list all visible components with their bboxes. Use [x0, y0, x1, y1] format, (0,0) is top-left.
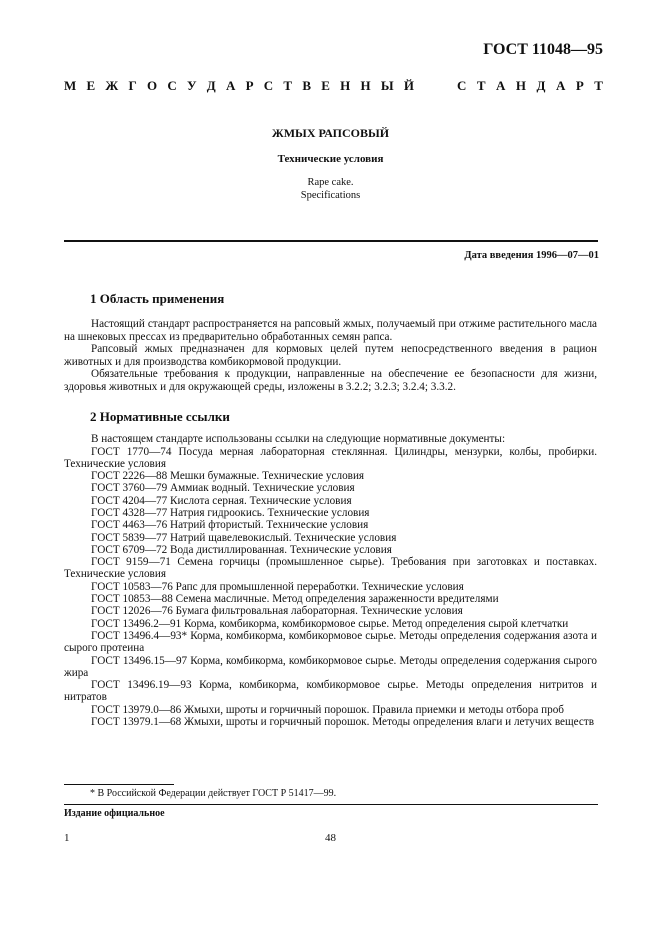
page-number: 48: [325, 832, 336, 844]
banner-letter: Й: [403, 78, 414, 93]
banner-letter: Р: [575, 78, 584, 93]
reference-item: ГОСТ 4204—77 Кислота серная. Технические условия: [91, 494, 352, 507]
banner-letter: У: [187, 78, 197, 93]
reference-item: ГОСТ 3760—79 Аммиак водный. Технические условия: [91, 482, 355, 495]
english-title-line1: Rape cake.: [307, 177, 354, 188]
section-2-heading: 2 Нормативные ссылки: [90, 409, 230, 424]
reference-item: ГОСТ 5839—77 Натрий щавелевокислый. Технические условия: [91, 531, 397, 544]
reference-item: ГОСТ 9159—71 Семена горчицы (промышленное сырье). Требования при заготовках и поставках. Технические условия: [64, 556, 597, 581]
left-number: 1: [64, 832, 70, 844]
banner-letter: Д: [206, 78, 216, 93]
banner-letter: Д: [536, 78, 546, 93]
reference-item: ГОСТ 13496.19—93 Корма, комбикорма, комбикормовое сырье. Методы определения нитритов и нитратов: [64, 679, 597, 704]
standard-banner-word1: [64, 78, 414, 94]
banner-letter: С: [457, 78, 467, 93]
section-1-heading: 1 Область применения: [90, 291, 225, 306]
section-1-paragraph: Настоящий стандарт распространяется на рапсовый жмых, получаемый при отжиме растительного масла на шнековых прессах из предварительно обработанных семян рапса.: [64, 318, 597, 343]
reference-item: ГОСТ 13496.15—97 Корма, комбикорма, комбикормовое сырье. Методы определения содержания сырого жира: [64, 654, 597, 679]
references-intro: В настоящем стандарте использованы ссылки на следующие нормативные документы:: [91, 433, 506, 445]
banner-letter: Т: [283, 78, 293, 93]
reference-item: ГОСТ 13979.0—86 Жмыхи, шроты и горчичный порошок. Правила приемки и методы отбора проб: [91, 703, 564, 716]
document-title: ЖМЫХ РАПСОВЫЙ: [271, 126, 390, 140]
reference-item: ГОСТ 2226—88 Мешки бумажные. Технические условия: [91, 470, 365, 483]
introduction-date: Дата введения 1996—07—01: [464, 250, 599, 261]
reference-item: ГОСТ 4463—76 Натрий фтористый. Технические условия: [91, 519, 369, 532]
reference-item: ГОСТ 12026—76 Бумага фильтровальная лабораторная. Технические условия: [91, 605, 463, 618]
title-divider: [64, 240, 598, 242]
reference-item: ГОСТ 1770—74 Посуда мерная лабораторная стеклянная. Цилиндры, мензурки, колбы, пробирки. Технические условия: [64, 445, 597, 470]
reference-item: ГОСТ 13496.2—91 Корма, комбикорма, комбикормовое сырье. Метод определения сырой клетчатки: [91, 617, 569, 630]
banner-letter: С: [167, 78, 177, 93]
reference-item: ГОСТ 13496.4—93* Корма, комбикорма, комбикормовое сырье. Методы определения содержания азота и сырого протеина: [64, 629, 597, 655]
edition-label: Издание официальное: [64, 808, 165, 819]
banner-letter: С: [263, 78, 274, 93]
banner-letter: Т: [594, 78, 603, 93]
banner-letter: Г: [128, 78, 137, 93]
banner-letter: Ы: [380, 78, 394, 93]
references-block: [64, 433, 597, 728]
banner-letter: В: [302, 78, 311, 93]
references-list: [64, 446, 597, 729]
banner-letter: М: [64, 78, 77, 93]
reference-item: ГОСТ 4328—77 Натрия гидроокись. Технические условия: [91, 506, 370, 519]
banner-letter: Н: [515, 78, 527, 93]
banner-letter: Е: [321, 78, 330, 93]
standard-banner: [64, 78, 603, 94]
banner-letter: А: [496, 78, 506, 93]
section-1-paragraph: Обязательные требования к продукции, направленные на обеспечение ее безопасности для жизни, здоровья животных и для окружающей среды, изложены в 3.2.2; 3.2.3; 3.2.4; 3.3.2.: [64, 368, 597, 393]
reference-item: ГОСТ 10583—76 Рапс для промышленной переработки. Технические условия: [91, 580, 464, 593]
section-1-paragraph: Рапсовый жмых предназначен для кормовых целей путем непосредственного введения в рацион животных и для производства комбикормовой продукции.: [64, 343, 597, 368]
banner-letter: О: [147, 78, 158, 93]
banner-letter: А: [225, 78, 236, 93]
footnote: * В Российской Федерации действует ГОСТ Р 51417—99.: [90, 788, 337, 799]
english-title-line2: Specifications: [300, 190, 361, 201]
footnote-divider: [64, 784, 174, 785]
reference-item: ГОСТ 10853—88 Семена масличные. Метод определения зараженности вредителями: [91, 593, 499, 606]
banner-letter: А: [555, 78, 566, 93]
gost-code: ГОСТ 11048—95: [483, 41, 603, 58]
banner-letter: Е: [86, 78, 96, 93]
english-title: [0, 176, 661, 202]
reference-item: ГОСТ 13979.1—68 Жмыхи, шроты и горчичный порошок. Методы определения влаги и летучих веществ: [91, 716, 595, 729]
banner-letter: Т: [476, 78, 486, 93]
banner-letter: Ж: [105, 78, 119, 93]
banner-letter: Р: [245, 78, 254, 93]
banner-letter: Н: [360, 78, 371, 93]
standard-banner-word2: [457, 78, 603, 94]
banner-letter: Н: [340, 78, 351, 93]
edition-divider: [64, 804, 598, 805]
document-subtitle: Технические условия: [277, 153, 384, 165]
reference-item: ГОСТ 6709—72 Вода дистиллированная. Технические условия: [91, 543, 392, 556]
